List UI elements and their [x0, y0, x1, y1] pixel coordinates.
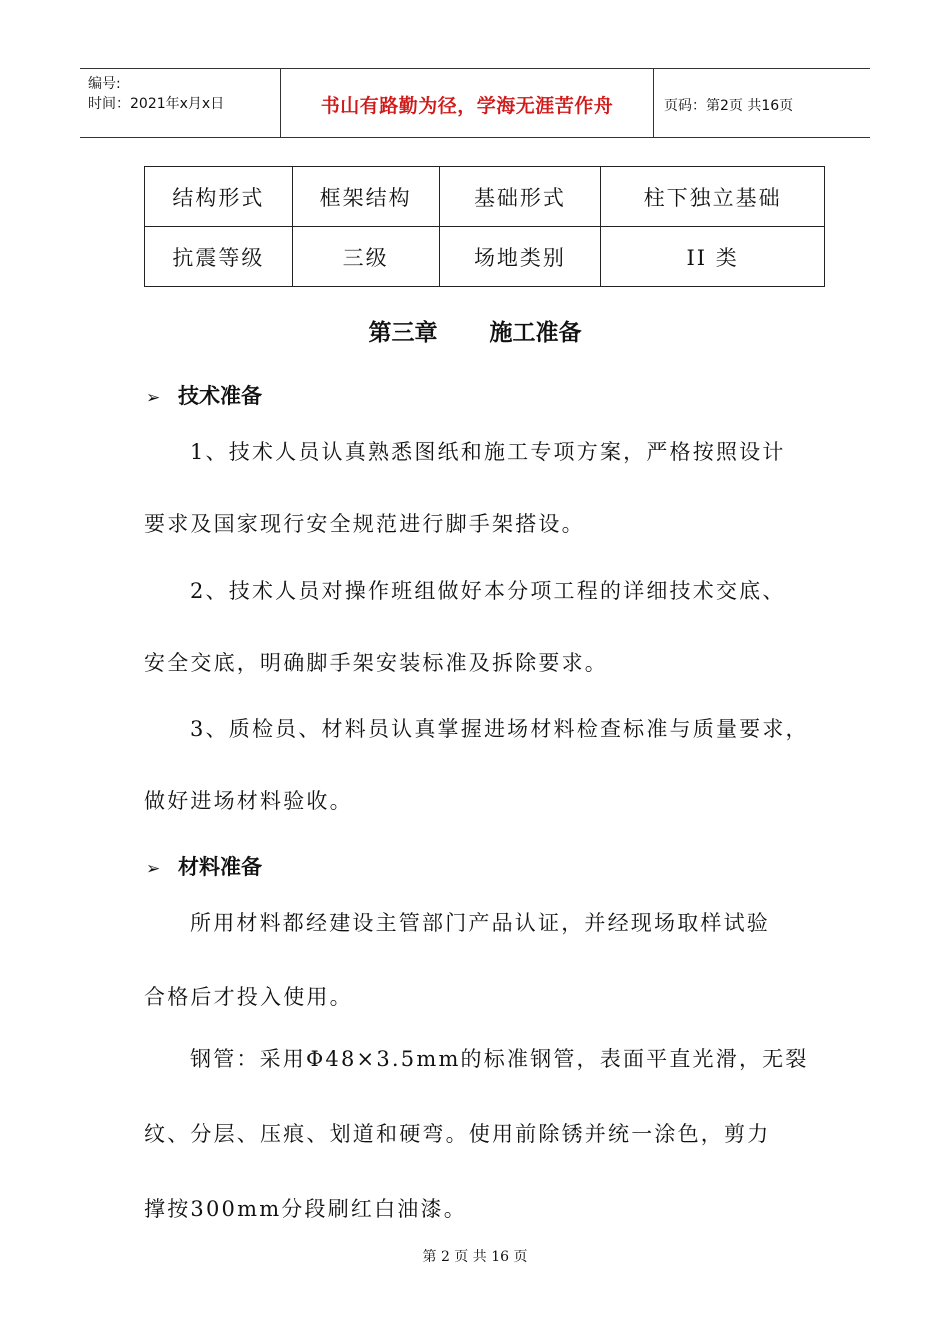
- paragraph-line: 钢管：采用Φ48×3.5mm的标准钢管，表面平直光滑，无裂: [190, 1047, 809, 1071]
- header-page-label: 页码：第2页 共16页: [664, 98, 794, 114]
- arrow-bullet-icon: ➢: [146, 388, 161, 408]
- table-cell: 抗震等级: [145, 227, 293, 287]
- header-meta: [80, 69, 281, 137]
- page-footer: 第 2 页 共 16 页: [422, 1249, 528, 1265]
- table-cell: 柱下独立基础: [601, 167, 825, 227]
- paragraph-line: 2、技术人员对操作班组做好本分项工程的详细技术交底、: [190, 579, 786, 603]
- section-heading-tech: [146, 380, 262, 410]
- chapter-heading: [0, 314, 950, 347]
- table-cell: 框架结构: [292, 167, 439, 227]
- table-cell: 场地类别: [439, 227, 601, 287]
- table-cell: 三级: [292, 227, 439, 287]
- paragraph-line: 纹、分层、压痕、划道和硬弯。使用前除锈并统一涂色，剪力: [144, 1122, 771, 1146]
- paragraph-line: 合格后才投入使用。: [144, 985, 353, 1009]
- project-info-table: [144, 166, 825, 287]
- paragraph-line: 1、技术人员认真熟悉图纸和施工专项方案，严格按照设计: [190, 440, 786, 464]
- paragraph-line: 所用材料都经建设主管部门产品认证，并经现场取样试验: [190, 911, 770, 935]
- date-label: 时间：2021年x月x日: [88, 96, 225, 112]
- paragraph-line: 安全交底，明确脚手架安装标准及拆除要求。: [144, 651, 608, 675]
- header-page-cell: [654, 69, 870, 137]
- header-motto: 书山有路勤为径，学海无涯苦作舟: [320, 95, 614, 117]
- paragraph-line: 3、质检员、材料员认真掌握进场材料检查标准与质量要求，: [190, 717, 809, 741]
- section-heading-material: [146, 851, 262, 881]
- table-row: [145, 167, 825, 227]
- table-cell: II 类: [601, 227, 825, 287]
- chapter-number: 第三章: [368, 320, 438, 346]
- chapter-title: 施工准备: [489, 320, 582, 346]
- section-title: 技术准备: [178, 384, 262, 408]
- number-label: 编号:: [88, 76, 121, 92]
- header-motto-cell: [281, 69, 654, 137]
- paragraph-line: 要求及国家现行安全规范进行脚手架搭设。: [144, 512, 585, 536]
- table-cell: 基础形式: [439, 167, 601, 227]
- section-title: 材料准备: [178, 855, 262, 879]
- page-header: [80, 68, 870, 138]
- table-row: [145, 227, 825, 287]
- arrow-bullet-icon: ➢: [146, 859, 161, 879]
- paragraph-line: 撑按300mm分段刷红白油漆。: [144, 1197, 467, 1221]
- table-cell: 结构形式: [145, 167, 293, 227]
- paragraph-line: 做好进场材料验收。: [144, 789, 353, 813]
